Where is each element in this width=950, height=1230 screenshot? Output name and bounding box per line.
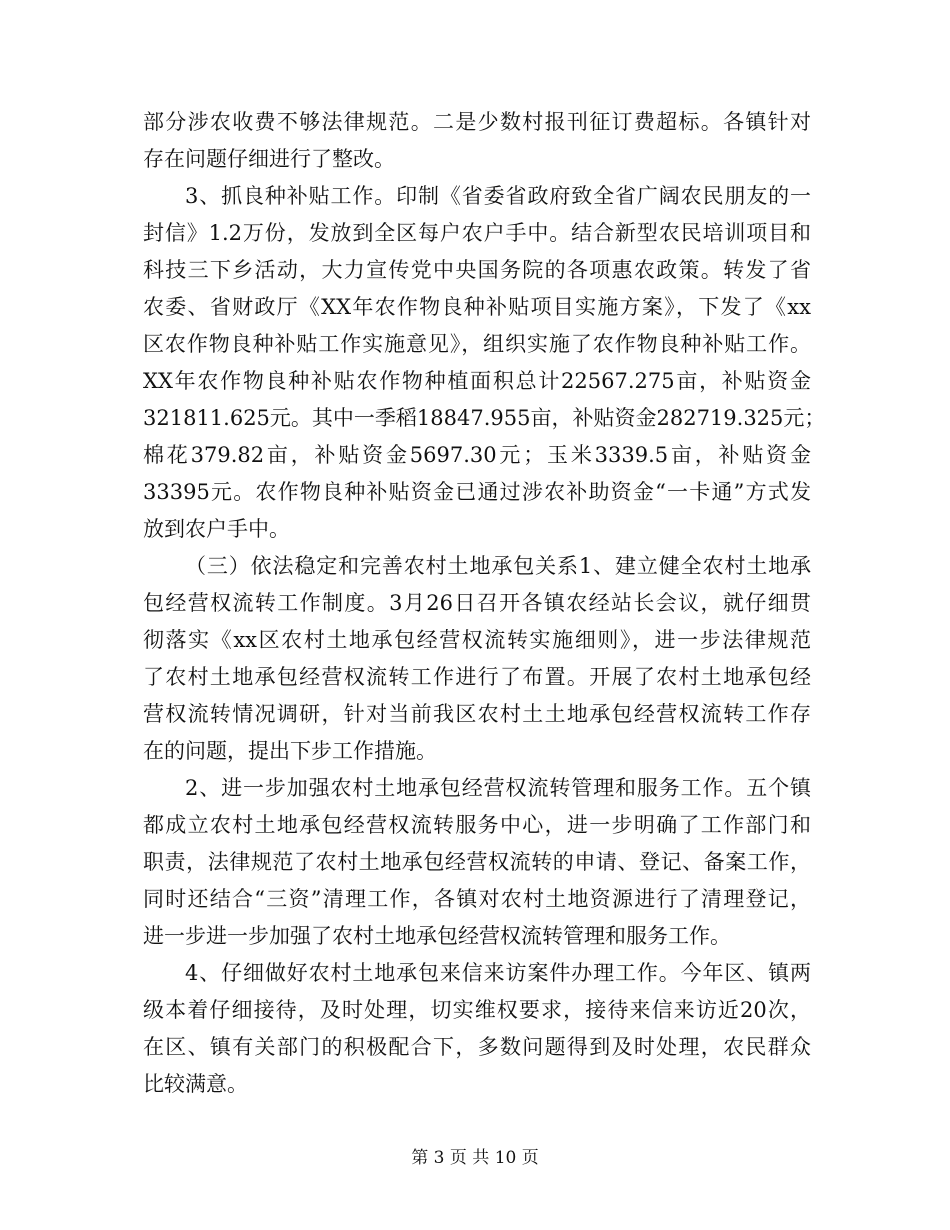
text-line: 了农村土地承包经营权流转工作进行了布置。开展了农村土地承包经 (143, 665, 811, 689)
text-line: 彻落实《xx区农村土地承包经营权流转实施细则》，进一步法律规范 (143, 628, 811, 652)
text-line: XX年农作物良种补贴农作物种植面积总计22567.275亩，补贴资金 (143, 369, 811, 393)
text-line: 职责，法律规范了农村土地承包经营权流转的申请、登记、备案工作， (143, 850, 811, 874)
text-line: 存在问题仔细进行了整改。 (143, 147, 395, 171)
text-line: 33395元。农作物良种补贴资金已通过涉农补助资金“一卡通”方式发 (143, 480, 811, 504)
text-line: 放到农户手中。 (143, 517, 290, 541)
text-line: 在区、镇有关部门的积极配合下，多数问题得到及时处理，农民群众 (143, 1035, 811, 1059)
text-line: 2、进一步加强农村土地承包经营权流转管理和服务工作。五个镇 (185, 776, 811, 800)
text-line: 4、仔细做好农村土地承包来信来访案件办理工作。今年区、镇两 (185, 961, 811, 985)
text-line: 封信》1.2万份，发放到全区每户农户手中。结合新型农民培训项目和 (143, 221, 811, 245)
text-line: 部分涉农收费不够法律规范。二是少数村报刊征订费超标。各镇针对 (143, 110, 811, 134)
text-line: （三）依法稳定和完善农村土地承包关系1、建立健全农村土地承 (185, 554, 811, 578)
text-line: 同时还结合“三资”清理工作，各镇对农村土地资源进行了清理登记， (143, 887, 811, 911)
text-line: 比较满意。 (143, 1072, 248, 1096)
text-line: 在的问题，提出下步工作措施。 (143, 739, 437, 763)
text-line: 区农作物良种补贴工作实施意见》，组织实施了农作物良种补贴工作。 (143, 332, 811, 356)
text-line: 科技三下乡活动，大力宣传党中央国务院的各项惠农政策。转发了省 (143, 258, 811, 282)
text-line: 棉花379.82亩，补贴资金5697.30元；玉米3339.5亩，补贴资金 (143, 443, 811, 467)
text-line: 3、抓良种补贴工作。印制《省委省政府致全省广阔农民朋友的一 (185, 184, 811, 208)
text-line: 营权流转情况调研，针对当前我区农村土土地承包经营权流转工作存 (143, 702, 811, 726)
text-line: 都成立农村土地承包经营权流转服务中心，进一步明确了工作部门和 (143, 813, 811, 837)
text-line: 进一步进一步加强了农村土地承包经营权流转管理和服务工作。 (143, 924, 731, 948)
document-body (143, 104, 826, 1103)
text-line: 农委、省财政厅《XX年农作物良种补贴项目实施方案》，下发了《xx (143, 295, 811, 319)
text-line: 包经营权流转工作制度。3月26日召开各镇农经站长会议，就仔细贯 (143, 591, 811, 615)
text-line: 级本着仔细接待，及时处理，切实维权要求，接待来信来访近20次， (143, 998, 811, 1022)
text-line: 321811.625元。其中一季稻18847.955亩，补贴资金282719.325元； (143, 406, 826, 430)
page-footer: 第 3 页 共 10 页 (411, 1148, 539, 1168)
